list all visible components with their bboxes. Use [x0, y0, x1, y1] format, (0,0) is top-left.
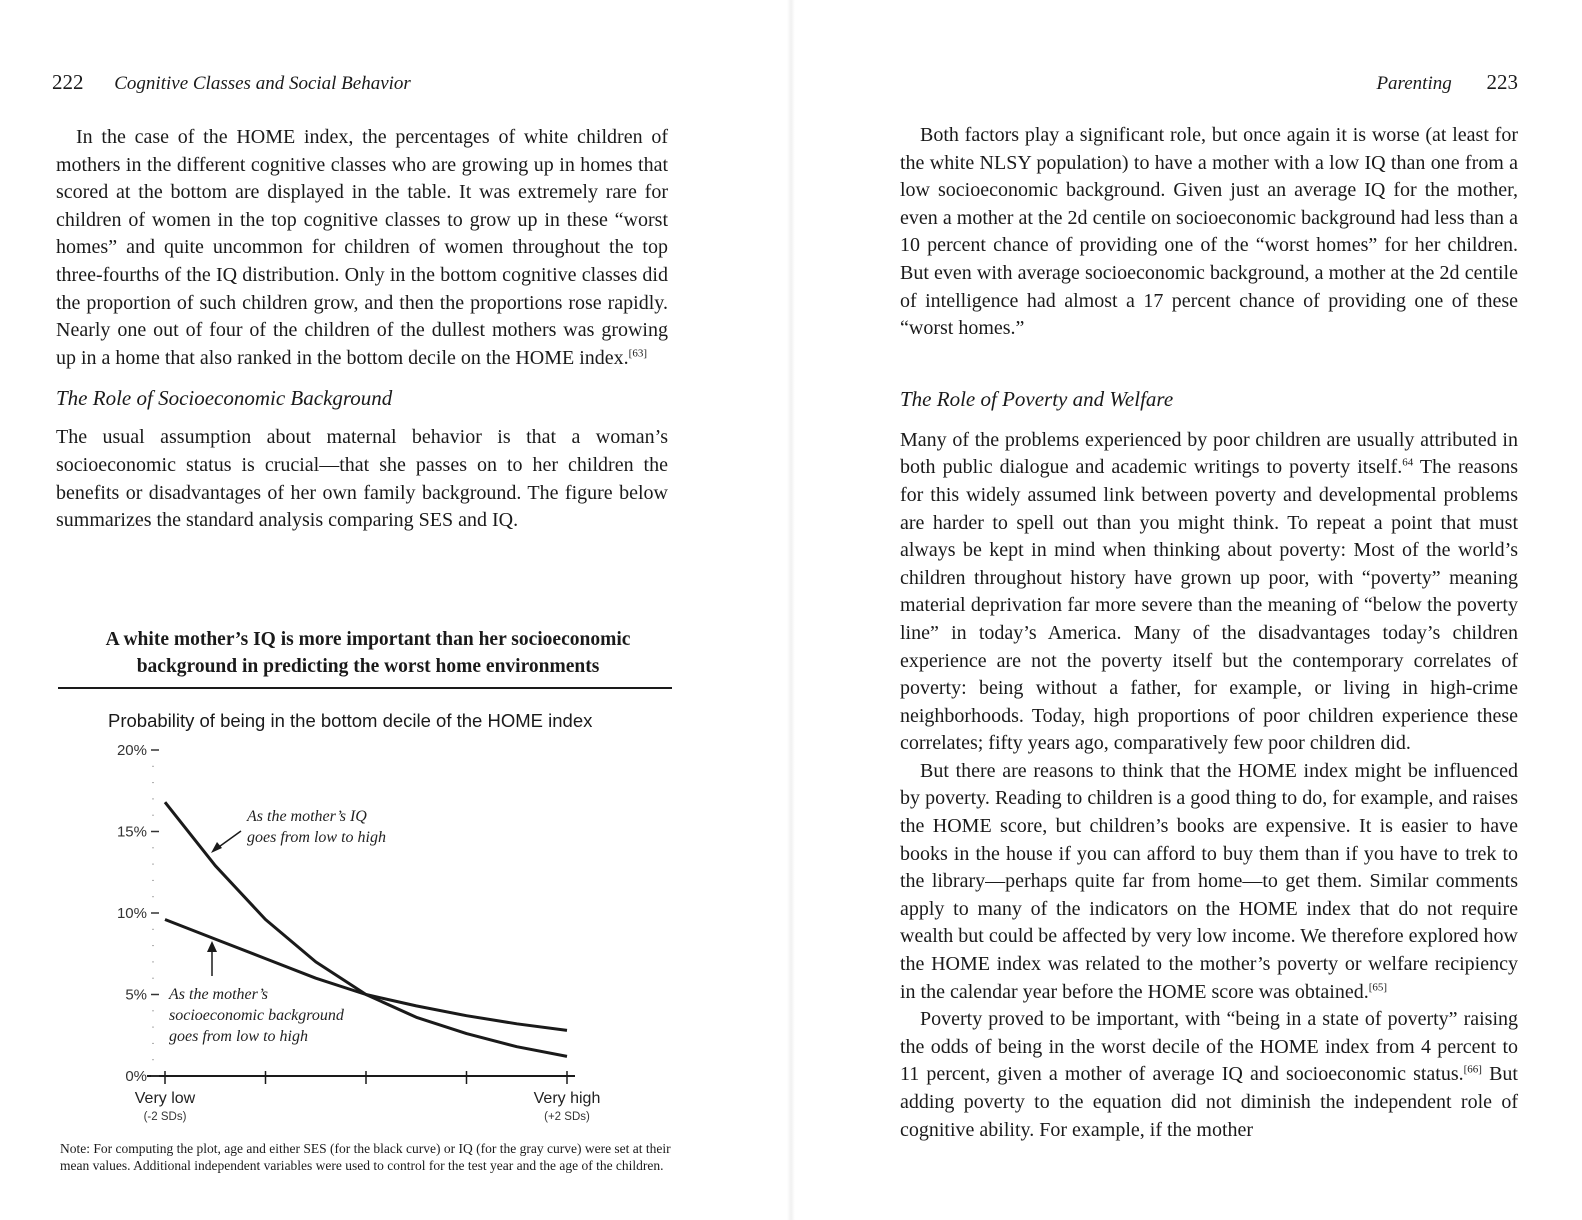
left-running-head	[52, 70, 411, 95]
left-subheading: The Role of Socioeconomic Background	[56, 386, 393, 411]
left-paragraph-1: In the case of the HOME index, the percentages of white children of mothers in the different cognitive classes who are growing up in homes that scored at the bottom are displayed in the table. It was extremely rare for children of women in the top cognitive classes to grow up in these “worst homes” and quite uncommon for children of women throughout the top three-fourths of the IQ distribution. Only in the bottom cognitive classes did the proportion of such children grow, and then the proportions rose rapidly. Nearly one out of four of the children of the dullest mothers was growing up in a home that also ranked in the bottom decile on the HOME index.[63]	[56, 126, 668, 369]
right-text-column	[900, 122, 1518, 1144]
y-tick-label: 10%	[116, 905, 147, 922]
footnote-ref[interactable]: [66]	[1463, 1063, 1482, 1076]
x-end-sublabel: (-2 SDs)	[143, 1111, 187, 1123]
figure-title: A white mother’s IQ is more important than her socioeconomic background in predicting the worst home environments	[105, 629, 631, 677]
right-page-number: 223	[1486, 70, 1518, 94]
annotation-ses-line: goes from low to high	[169, 1028, 308, 1045]
y-tick-label: 15%	[116, 823, 147, 841]
annotation-ses-arrowhead	[207, 941, 217, 952]
footnote-ref[interactable]: 64	[1402, 456, 1414, 469]
right-subheading: The Role of Poverty and Welfare	[900, 386, 1174, 411]
right-running-head	[1376, 70, 1518, 95]
figure-note: Note: For computing the plot, age and either SES (for the black curve) or IQ (for the gray curve) were set at their mean values. Additional independent variables were used to control for the test year and the age of the children.	[60, 1141, 671, 1173]
annotation-iq-line: As the mother’s IQ	[247, 808, 367, 825]
x-end-label: Very low	[134, 1090, 196, 1107]
y-tick-label: 5%	[125, 986, 147, 1004]
right-paragraph-4: Poverty proved to be important, with “being in a state of poverty” raising the odds of being in the worst decile of the HOME index from 4 percent to 11 percent, given a mother of average IQ and socioeconomic status.[66] But adding poverty to the equation did not diminish the independent role of cognitive ability. For example, if the mother	[900, 1008, 1518, 1141]
right-page	[791, 0, 1582, 1220]
annotation-iq-arrowhead	[211, 842, 222, 853]
figure-y-axis-title: Probability of being in the bottom decile of the HOME index	[108, 710, 593, 731]
figure-title-rule	[58, 687, 672, 689]
left-running-title: Cognitive Classes and Social Behavior	[114, 73, 411, 94]
y-tick-label: 20%	[116, 742, 147, 759]
annotation-ses-line: socioeconomic background	[169, 1007, 344, 1024]
right-paragraph-2: Many of the problems experienced by poor children are usually attributed in both public dialogue and academic writings to poverty itself.$^{64}$ The reasons for this widely assumed link between poverty and developmental problems are harder to spell out than you might think. To repeat a point that must always be kept in mind when thinking about poverty: Most of the world’s children throughout history have grown up poor, with “poverty” meaning material deprivation far more severe than the meaning of “below the poverty line” in today’s America. Many of the disadvantages today’s children experience are not the poverty itself but the contemporary correlates of poverty: being without a father, for example, or living in high-crime neighborhoods. Today, high proportions of poor children experience these correlates; fifty years ago, comparatively few poor children did.	[900, 428, 1518, 755]
right-paragraph-3: But there are reasons to think that the HOME index might be influenced by poverty. Reading to children is a good thing to do, for example, and raises the HOME score, but children’s books are expensive. It is easier to have books in the house if you can afford to buy them than if you have to trek to the library—perhaps quite far from home—to get them. Similar comments apply to many of the indicators on the HOME index that do not require wealth but could be affected by very low income. We therefore explored how the HOME index was related to the mother’s poverty or welfare recipiency in the calendar year before the HOME score was obtained.[65]	[900, 759, 1518, 1003]
annotation-ses-line: As the mother’s	[169, 986, 268, 1003]
annotation-iq-line: goes from low to high	[247, 829, 386, 846]
footnote-ref[interactable]: [65]	[1368, 980, 1388, 993]
x-end-label: Very high	[533, 1090, 601, 1107]
x-end-sublabel: (+2 SDs)	[544, 1111, 590, 1123]
left-text-column	[56, 124, 668, 535]
left-page-number: 222	[52, 70, 84, 94]
right-paragraph-1: Both factors play a significant role, but once again it is worse (at least for the white NLSY population) to have a mother with a low IQ than one from a low socioeconomic background. Given just an average IQ for the mother, even a mother at the 2d centile on socioeconomic background had less than a 10 percent chance of providing one of the “worst homes” for her children. But even with average socioeconomic background, a mother at the 2d centile of intelligence had almost a 17 percent chance of providing one of these “worst homes.”	[900, 124, 1518, 340]
y-tick-label: 0%	[125, 1068, 147, 1085]
figure-chart	[95, 738, 615, 1128]
left-paragraph-2: The usual assumption about maternal behavior is that a woman’s socioeconomic status is crucial—that she passes on to her children the benefits or disadvantages of her own family background. The figure below summarizes the standard analysis comparing SES and IQ.	[56, 426, 668, 532]
right-running-title: Parenting	[1376, 73, 1452, 94]
footnote-ref[interactable]: [63]	[628, 347, 647, 360]
